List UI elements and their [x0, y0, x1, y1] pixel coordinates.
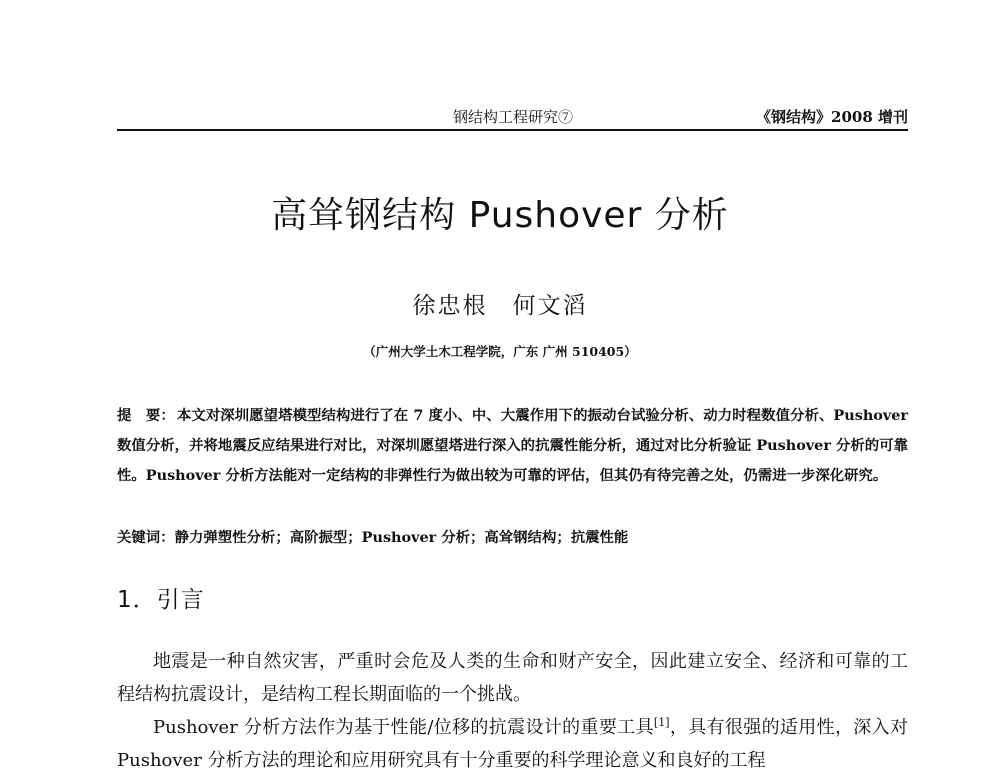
body-paragraph: 地震是一种自然灾害，严重时会危及人类的生命和财产安全，因此建立安全、经济和可靠的工程结构抗震设计，是结构工程长期面临的一个挑战。	[117, 651, 908, 705]
author-affiliation: （广州大学土木工程学院，广东 广州 510405）	[363, 344, 637, 359]
section-heading-introduction: 1．引言	[117, 587, 205, 613]
paragraph-text: Pushover 分析方法作为基于性能/位移的抗震设计的重要工具	[153, 717, 654, 738]
abstract	[117, 401, 908, 491]
keywords-label: 关键词：	[117, 529, 175, 546]
paper-title: 高耸钢结构 Pushover 分析	[271, 195, 729, 236]
running-header	[117, 106, 908, 128]
author-names: 徐忠根 何文滔	[412, 293, 588, 319]
body-paragraph	[117, 711, 908, 777]
paragraph-text: ，具有很强的适用性，深入对 Pushover 分析方法的理论和应用研究具有十分重要的科学理论意义和良好的工程	[117, 717, 909, 771]
keywords-text: 静力弹塑性分析；高阶振型；Pushover 分析；高耸钢结构；抗震性能	[174, 529, 629, 546]
header-rule	[117, 129, 908, 131]
section-body	[117, 645, 908, 777]
citation-reference[interactable]: [1]	[653, 716, 670, 729]
journal-issue: 《钢结构》2008 增刊	[756, 108, 908, 126]
series-title: 钢结构工程研究⑦	[453, 108, 574, 126]
abstract-text: 本文对深圳愿望塔模型结构进行了在 7 度小、中、大震作用下的振动台试验分析、动力时程数值分析、Pushover 数值分析，并将地震反应结果进行对比，对深圳愿望塔进行深入的抗震性能分析，通过对比分析验证 Pushover 分析的可靠性。Pushover 分析方法能对一定结构的非弹性行为做出较为可靠的评估，但其仍有待完善之处，仍需进一步深化研究。	[117, 407, 908, 484]
keywords	[117, 524, 908, 552]
abstract-label: 提 要：	[117, 407, 175, 424]
